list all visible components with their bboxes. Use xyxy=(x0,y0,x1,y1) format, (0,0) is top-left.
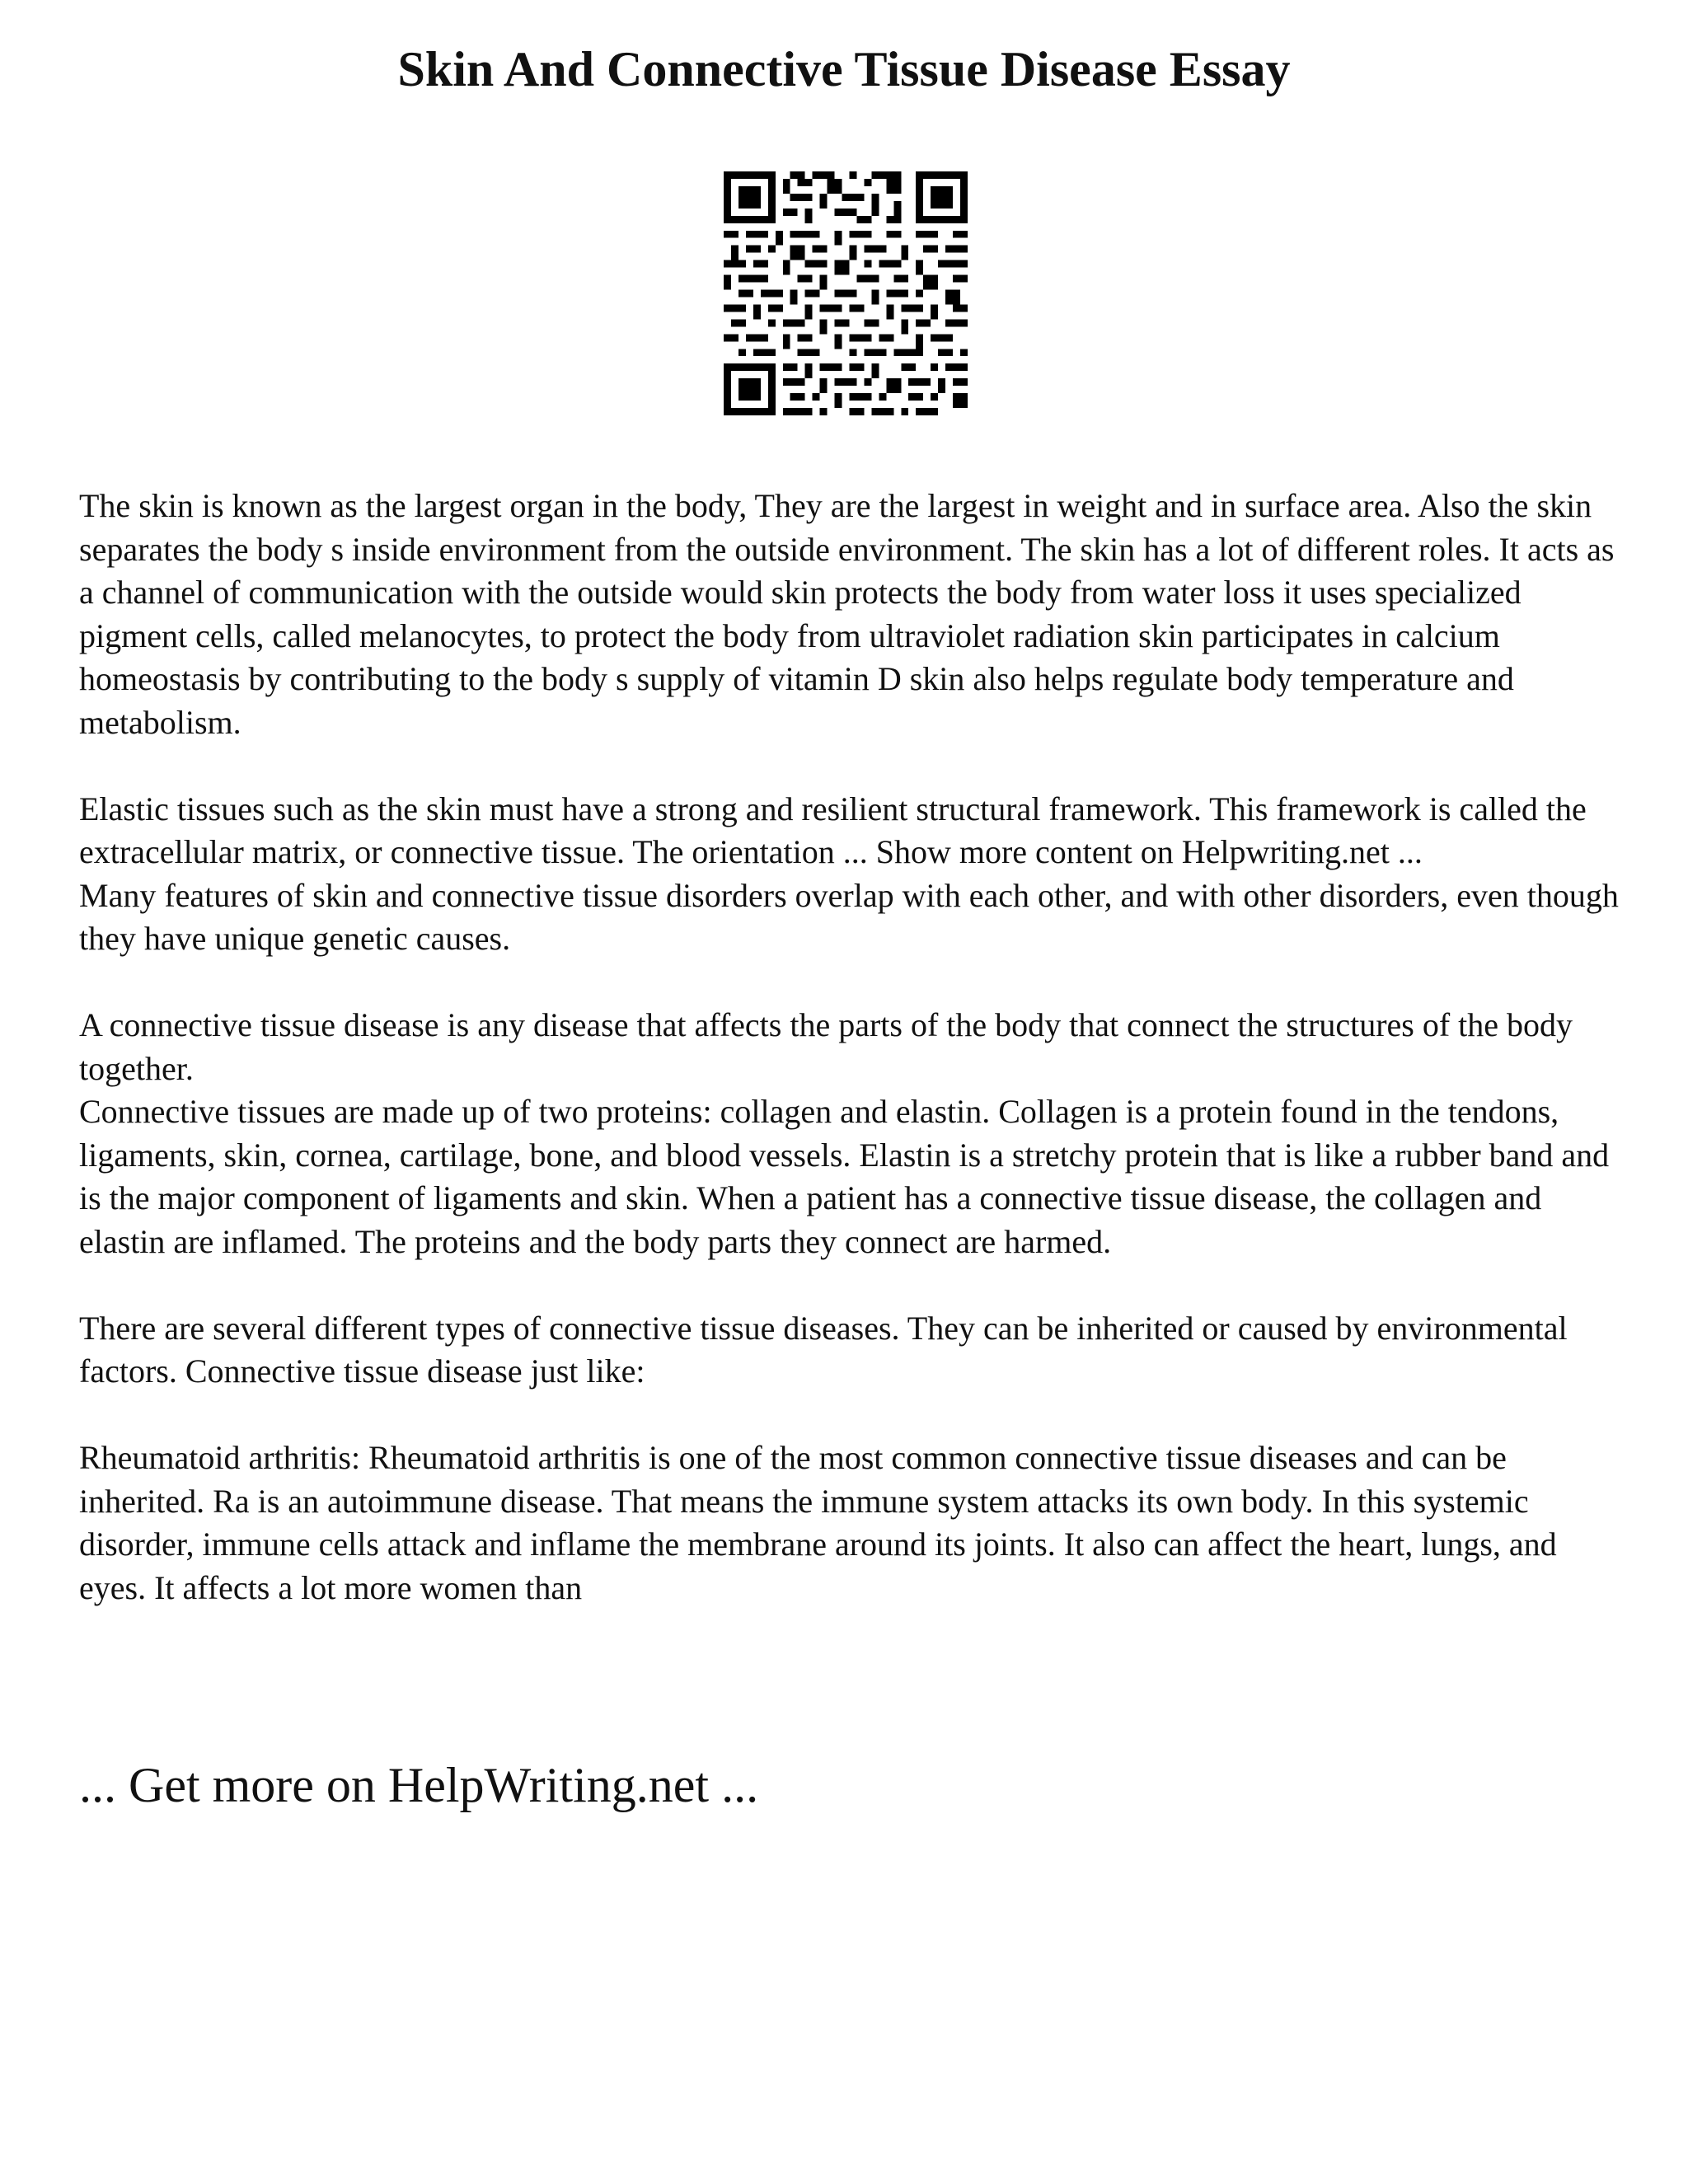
paragraph-skin-overview: The skin is known as the largest organ in the body, They are the largest in weight and in surface area. Also the skin separates the body s inside environment from the outside environment. The skin has a lot of different roles. It acts as a channel of communication with the outside would skin protects the body from water loss it uses specialized pigment cells, called melanocytes, to protect the body from ultraviolet radiation skin participates in calcium homeostasis by contributing to the body s supply of vitamin D skin also helps regulate body temperature and metabolism. xyxy=(79,487,1615,741)
page-title: Skin And Connective Tissue Disease Essay xyxy=(397,42,1291,96)
qr-code-icon xyxy=(724,171,968,415)
paragraph-overlapping-features: Many features of skin and connective tissue disorders overlap with each other, and with other disorders, even though they have unique genetic causes. xyxy=(79,876,1619,957)
paragraph-definition: A connective tissue disease is any disease that affects the parts of the body that connect the structures of the body together. xyxy=(79,1006,1573,1087)
paragraph-types: There are several different types of connective tissue diseases. They can be inherited or caused by environmental factors. Connective tissue disease just like: xyxy=(79,1309,1568,1390)
essay-body xyxy=(79,485,1629,1610)
paragraph-elastic-tissues: Elastic tissues such as the skin must have a strong and resilient structural framework. This framework is called the extracellular matrix, or connective tissue. The orientation ... Show more content on Helpwriting.net ... xyxy=(79,790,1587,870)
paragraph-proteins: Connective tissues are made up of two proteins: collagen and elastin. Collagen is a protein found in the tendons, ligaments, skin, cornea, cartilage, bone, and blood vessels. Elastin is a stretchy protein that is like a rubber band and is the major component of ligaments and skin. When a patient has a connective tissue disease, the collagen and elastin are inflamed. The proteins and the body parts they connect are harmed. xyxy=(79,1093,1610,1260)
paragraph-rheumatoid-arthritis: Rheumatoid arthritis: Rheumatoid arthritis is one of the most common connective tissue diseases and can be inherited. Ra is an autoimmune disease. That means the immune system attacks its own body. In this systemic disorder, immune cells attack and inflame the membrane around its joints. It also can affect the heart, lungs, and eyes. It affects a lot more women than xyxy=(79,1439,1557,1606)
get-more-link[interactable]: ... Get more on HelpWriting.net ... xyxy=(79,1758,759,1812)
